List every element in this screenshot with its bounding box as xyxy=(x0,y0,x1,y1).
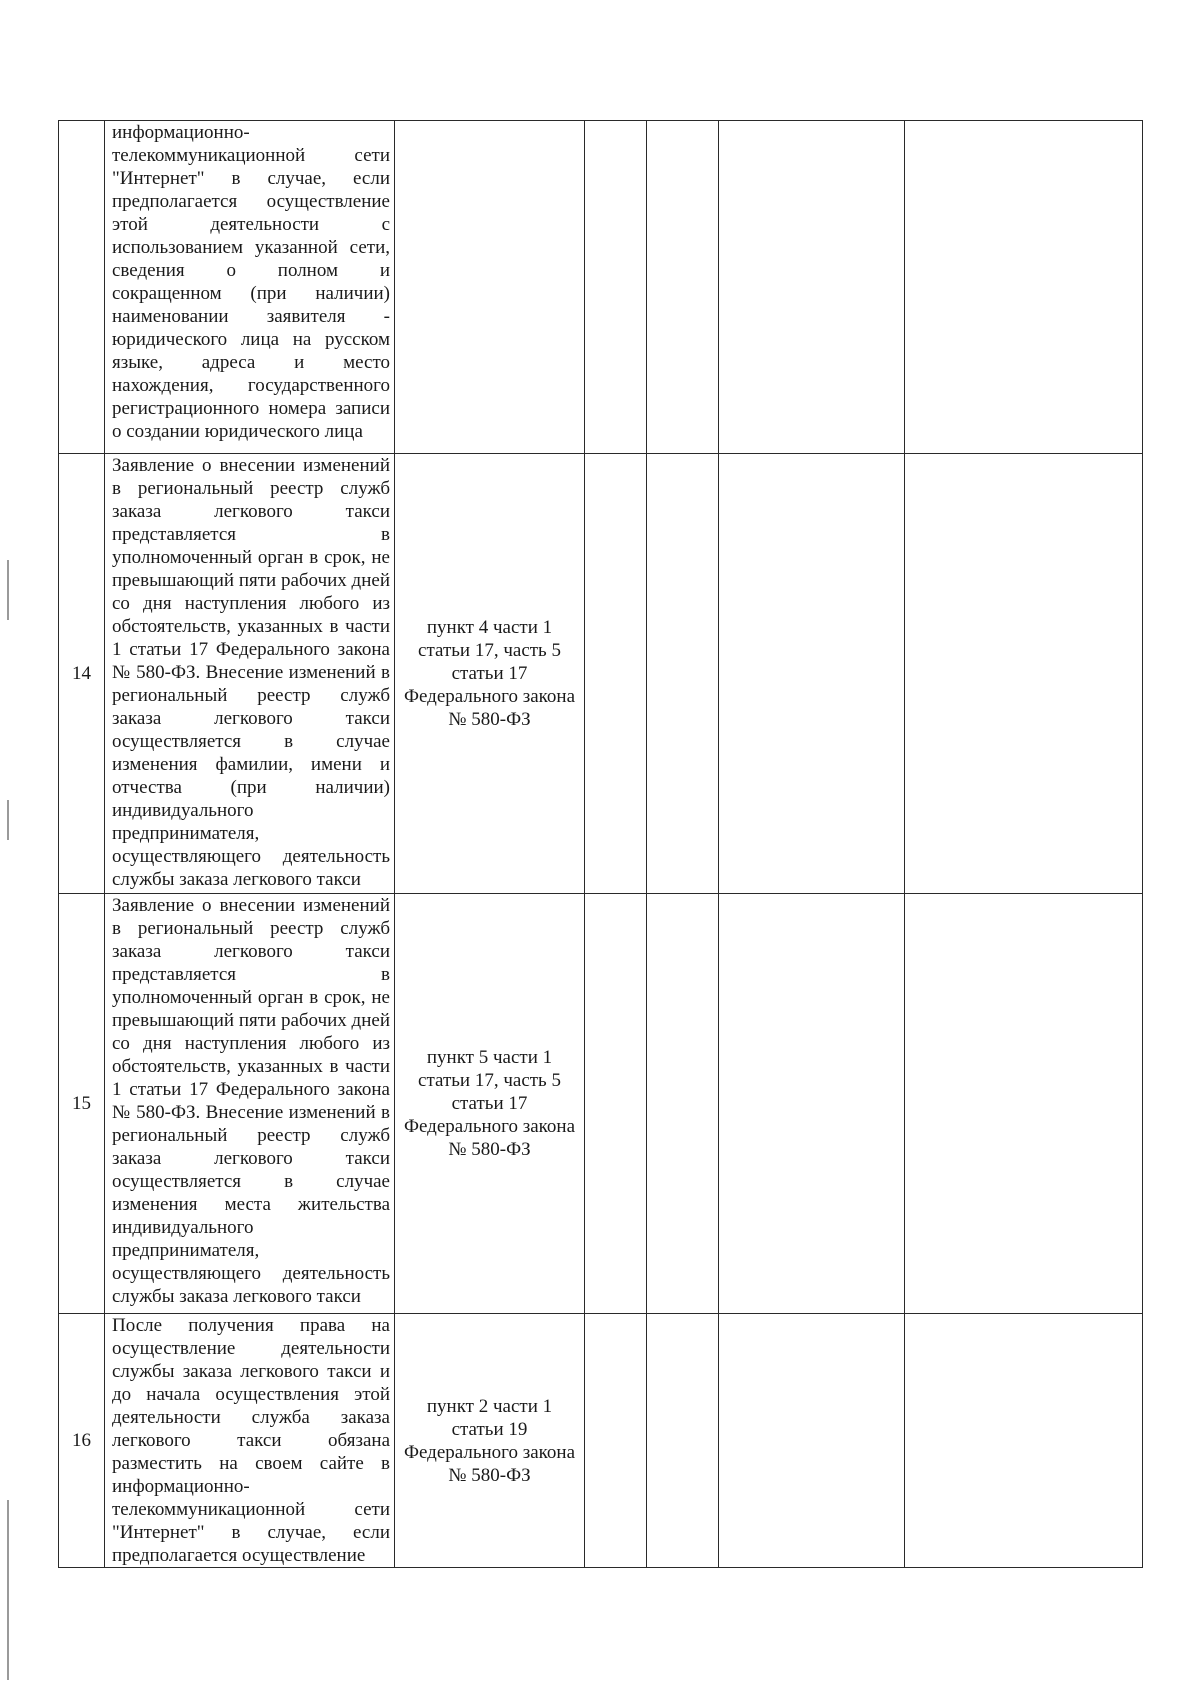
requirements-table xyxy=(58,120,1143,1568)
scan-edge-mark xyxy=(7,800,9,840)
table-row xyxy=(59,121,1143,454)
requirement-text: информационно-телекоммуникационной сети "Интернет" в случае, если предполагается осуществление этой деятельности с использованием указанной сети, сведения о полном и сокращенном (при наличии) наименовании заявителя - юридического лица на русском языке, адреса и место нахождения, государственного регистрационного номера записи о создании юридического лица xyxy=(105,121,395,454)
empty-cell xyxy=(719,121,905,454)
row-number: 14 xyxy=(59,454,105,894)
legal-reference xyxy=(395,121,585,454)
empty-cell xyxy=(905,894,1143,1314)
empty-cell xyxy=(647,894,719,1314)
empty-cell xyxy=(647,1314,719,1568)
legal-reference: пункт 5 части 1 статьи 17, часть 5 статьи 17 Федерального закона № 580-ФЗ xyxy=(395,894,585,1314)
table-row xyxy=(59,454,1143,894)
row-number xyxy=(59,121,105,454)
empty-cell xyxy=(905,1314,1143,1568)
empty-cell xyxy=(585,894,647,1314)
empty-cell xyxy=(719,894,905,1314)
row-number: 15 xyxy=(59,894,105,1314)
empty-cell xyxy=(905,454,1143,894)
empty-cell xyxy=(719,454,905,894)
table-row xyxy=(59,894,1143,1314)
empty-cell xyxy=(647,121,719,454)
empty-cell xyxy=(719,1314,905,1568)
empty-cell xyxy=(585,1314,647,1568)
scan-edge-mark xyxy=(7,1500,9,1680)
empty-cell xyxy=(585,121,647,454)
table-row xyxy=(59,1314,1143,1568)
legal-reference: пункт 2 части 1 статьи 19 Федерального закона № 580-ФЗ xyxy=(395,1314,585,1568)
row-number: 16 xyxy=(59,1314,105,1568)
empty-cell xyxy=(585,454,647,894)
requirement-text: После получения права на осуществление деятельности службы заказа легкового такси и до начала осуществления этой деятельности служба заказа легкового такси обязана разместить на своем сайте в информационно-телекоммуникационной сети "Интернет" в случае, если предполагается осуществление xyxy=(105,1314,395,1568)
legal-reference: пункт 4 части 1 статьи 17, часть 5 статьи 17 Федерального закона № 580-ФЗ xyxy=(395,454,585,894)
empty-cell xyxy=(905,121,1143,454)
requirement-text: Заявление о внесении изменений в региональный реестр служб заказа легкового такси представляется в уполномоченный орган в срок, не превышающий пяти рабочих дней со дня наступления любого из обстоятельств, указанных в части 1 статьи 17 Федерального закона № 580-ФЗ. Внесение изменений в региональный реестр служб заказа легкового такси осуществляется в случае изменения фамилии, имени и отчества (при наличии) индивидуального предпринимателя, осуществляющего деятельность службы заказа легкового такси xyxy=(105,454,395,894)
scan-edge-mark xyxy=(7,560,9,620)
requirement-text: Заявление о внесении изменений в региональный реестр служб заказа легкового такси представляется в уполномоченный орган в срок, не превышающий пяти рабочих дней со дня наступления любого из обстоятельств, указанных в части 1 статьи 17 Федерального закона № 580-ФЗ. Внесение изменений в региональный реестр служб заказа легкового такси осуществляется в случае изменения места жительства индивидуального предпринимателя, осуществляющего деятельность службы заказа легкового такси xyxy=(105,894,395,1314)
empty-cell xyxy=(647,454,719,894)
